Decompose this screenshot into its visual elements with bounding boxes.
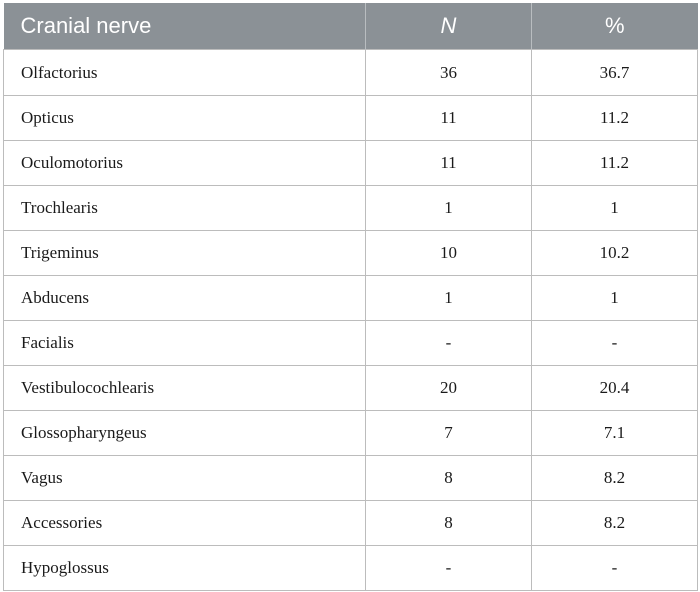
cell-percent: 11.2 [532,96,698,141]
table-row [4,501,698,546]
cell-percent: - [532,546,698,591]
cranial-nerve-table [3,3,698,591]
cell-n: 20 [366,366,532,411]
cell-n: 8 [366,456,532,501]
table-row [4,231,698,276]
cell-n: - [366,321,532,366]
table-header [4,3,698,50]
cranial-nerve-table-container [3,3,697,591]
cell-percent: 10.2 [532,231,698,276]
cell-n: 11 [366,96,532,141]
header-cranial-nerve: Cranial nerve [4,3,366,50]
table-row [4,96,698,141]
cell-n: 8 [366,501,532,546]
table-row [4,186,698,231]
cell-n: - [366,546,532,591]
cell-nerve: Glossopharyngeus [4,411,366,456]
cell-n: 10 [366,231,532,276]
cell-percent: 8.2 [532,501,698,546]
cell-nerve: Facialis [4,321,366,366]
cell-percent: 20.4 [532,366,698,411]
table-body [4,50,698,591]
cell-nerve: Vestibulocochlearis [4,366,366,411]
cell-percent: 1 [532,276,698,321]
cell-nerve: Olfactorius [4,50,366,96]
cell-nerve: Trochlearis [4,186,366,231]
cell-nerve: Opticus [4,96,366,141]
table-row [4,141,698,186]
cell-nerve: Abducens [4,276,366,321]
cell-n: 11 [366,141,532,186]
cell-n: 1 [366,186,532,231]
cell-nerve: Oculomotorius [4,141,366,186]
table-row [4,276,698,321]
table-row [4,546,698,591]
cell-nerve: Hypoglossus [4,546,366,591]
table-row [4,456,698,501]
header-row [4,3,698,50]
cell-percent: 11.2 [532,141,698,186]
header-percent: % [532,3,698,50]
table-row [4,411,698,456]
cell-n: 1 [366,276,532,321]
table-row [4,366,698,411]
cell-percent: 8.2 [532,456,698,501]
table-row [4,321,698,366]
cell-n: 7 [366,411,532,456]
table-row [4,50,698,96]
cell-nerve: Trigeminus [4,231,366,276]
cell-nerve: Vagus [4,456,366,501]
cell-percent: 7.1 [532,411,698,456]
cell-nerve: Accessories [4,501,366,546]
cell-percent: 36.7 [532,50,698,96]
cell-percent: 1 [532,186,698,231]
header-n: N [366,3,532,50]
cell-n: 36 [366,50,532,96]
cell-percent: - [532,321,698,366]
